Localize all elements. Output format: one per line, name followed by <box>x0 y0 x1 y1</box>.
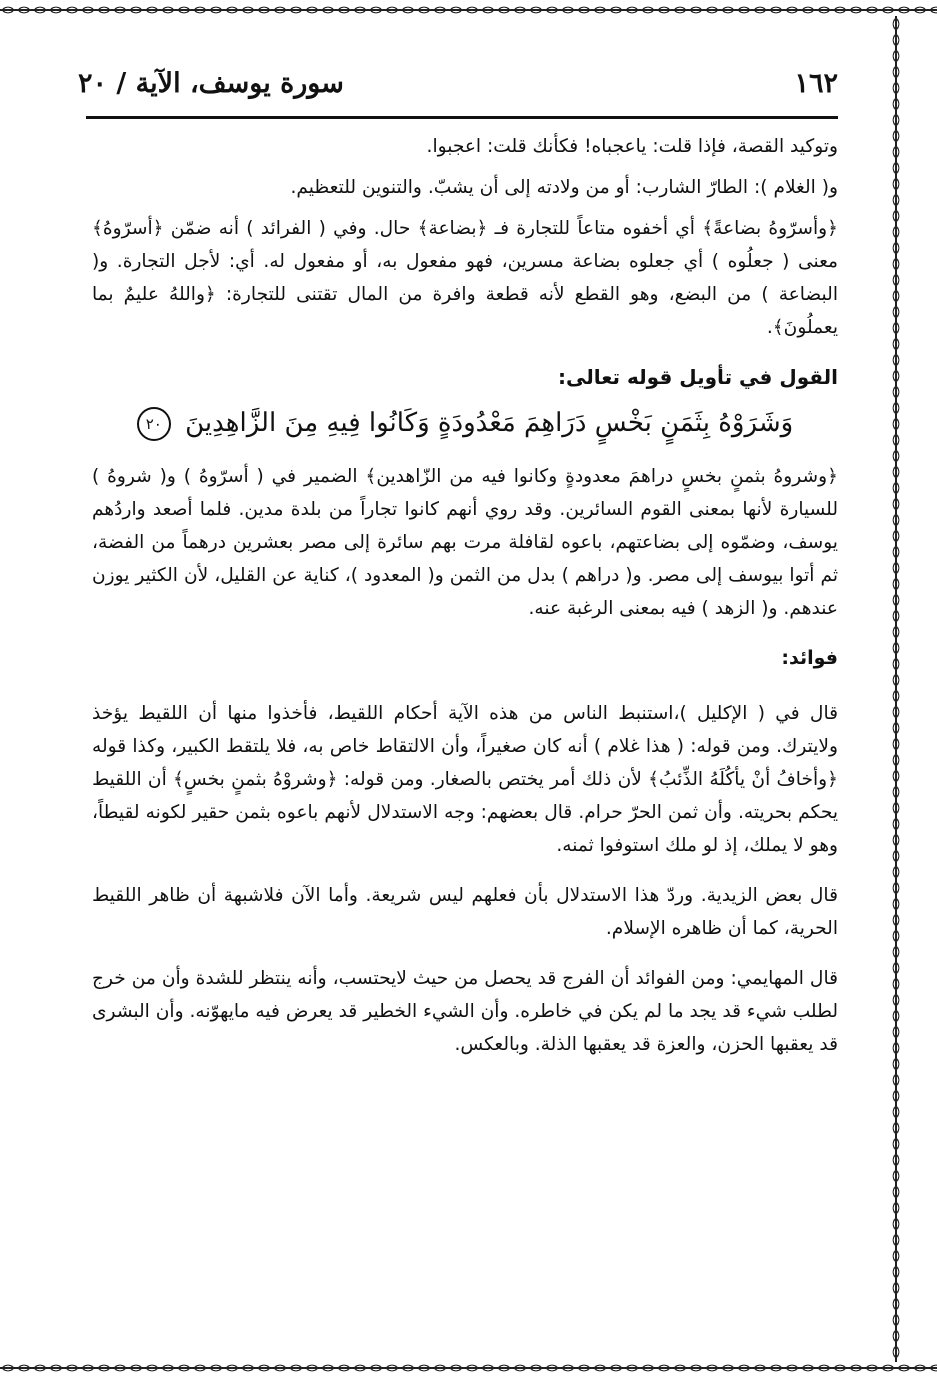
paragraph: وتوكيد القصة، فإذا قلت: ياعجباه! فكأنك قلت: اعجبوا. <box>426 136 838 157</box>
header-rule <box>86 116 838 119</box>
ornamental-border-bottom <box>0 1360 937 1376</box>
fawaid-paragraph: قال في ( الإكليل )،استنبط الناس من هذه الآية أحكام اللقيط، فأخذوا منها أن اللقيط يؤخذ ولايترك. ومن قوله: ( هذا غلام ) أنه كان صغيراً، وأن الالتقاط خاص به، فلا يلتقط الكبير، وكذا قوله ﴿وأخافُ أنْ يأكُلَهُ الذِّئبُ﴾ لأن ذلك أمر يختص بالصغار. ومن قوله: ﴿وشروْهُ بثمنٍ بخسٍ﴾ أن اللقيط يحكم بحريته. وأن ثمن الحرّ حرام. قال بعضهم: وجه الاستدلال لأنهم باعوه بثمن حقير لكونه لقيطاً، وهو لا يملك، إذ لو ملك استوفوا ثمنه. <box>92 703 838 856</box>
ornamental-border-right <box>888 16 904 1362</box>
paragraph: ﴿وأسرّوهُ بضاعةً﴾ أي أخفوه متاعاً للتجارة فـ ﴿بضاعة﴾ حال. وفي ( الفرائد ) أنه ضمّن ﴿أسرّوهُ﴾ معنى ( جعلُوه ) أي جعلوه بضاعة مسرين، فهو مفعول به، أو مفعول له. أي: لأجل التجارة. و( البضاعة ) من البضع، وهو القطع لأنه قطعة وافرة من المال تقتنى للتجارة: ﴿واللهُ عليمٌ بما يعملُونَ﴾. <box>92 218 838 338</box>
verse-text: وَشَرَوْهُ بِثَمَنٍ بَخْسٍ دَرَاهِمَ مَعْدُودَةٍ وَكَانُوا فِيهِ مِنَ الزَّاهِدِينَ <box>185 408 794 438</box>
surah-reference: سورة يوسف، الآية / ٢٠ <box>78 67 344 99</box>
fawaid-paragraph: قال بعض الزيدية. وردّ هذا الاستدلال بأن فعلهم ليس شريعة. وأما الآن فلاشبهة أن ظاهر اللقيط الحرية، كما أن ظاهره الإسلام. <box>92 885 838 939</box>
page-number: ١٦٢ <box>794 67 838 99</box>
quran-verse <box>92 400 838 446</box>
page-header <box>78 58 838 108</box>
fawaid-heading: فوائد: <box>781 647 838 669</box>
paragraph: و( الغلام ): الطارّ الشارب: أو من ولادته إلى أن يشبّ. والتنوين للتعظيم. <box>290 177 838 198</box>
tafsir-paragraph: ﴿وشروهُ بثمنٍ بخسٍ دراهمَ معدودةٍ وكانوا فيه من الزّاهدين﴾ الضمير في ( أسرّوهُ ) و( شروهُ ) للسيارة لأنها بمعنى القوم السائرين. وقد روي أنهم كانوا تجاراً من بلدة مدين. فلما أصعد واردُهم يوسف، وضمّوه إلى بضاعتهم، باعوه لقافلة مرت بهم سائرة إلى مصر بعشرين درهماً من الفضة، ثم أتوا بيوسف إلى مصر. و( دراهم ) بدل من الثمن و( المعدود )، كناية عن القليل، لأن الكثير يوزن عندهم. و( الزهد ) فيه بمعنى الرغبة عنه. <box>92 466 838 619</box>
section-heading: القول في تأويل قوله تعالى: <box>558 365 838 389</box>
page-body <box>92 130 838 1078</box>
verse-number-marker: ٢٠ <box>137 407 171 441</box>
ornamental-border-top <box>0 2 937 18</box>
fawaid-paragraph: قال المهايمي: ومن الفوائد أن الفرج قد يحصل من حيث لايحتسب، وأنه ينتظر للشدة وأن من خرج لطلب شيء قد يجد ما لم يكن في خاطره. وأن الشيء الخطير قد يعرض فيه مايهوّنه. وأن البشرى قد يعقبها الحزن، والعزة قد يعقبها الذلة. وبالعكس. <box>92 968 838 1055</box>
